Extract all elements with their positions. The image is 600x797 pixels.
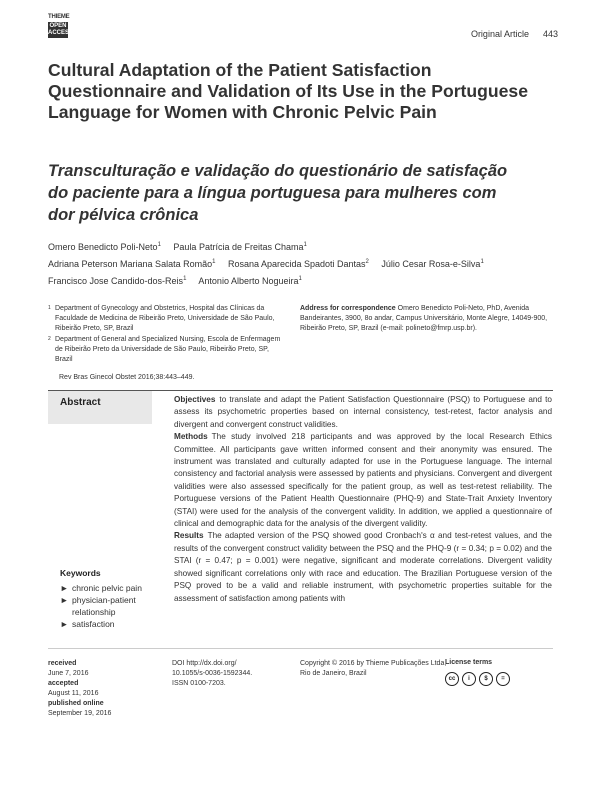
doi-link[interactable]: DOI http://dx.doi.org/	[172, 660, 237, 667]
copyright-notice: Copyright © 2016 by Thieme Publicações Ltda, Rio de Janeiro, Brazil	[300, 660, 447, 677]
author: Adriana Peterson Mariana Salata Romão$^1$	[48, 259, 216, 269]
page-number: 443	[542, 29, 558, 39]
author: Rosana Aparecida Spadoti Dantas$^2$	[227, 259, 369, 269]
abstract-objectives: Objectives to translate and adapt the Patient Satisfaction Questionnaire (PSQ) to Portuguese and to assess its psychometric properties based on internal consistency, test-retest, factor analysis and divergent and convergent construct validities.	[174, 395, 552, 429]
author: Francisco Jose Candido-dos-Reis$^1$	[48, 276, 187, 286]
arrow-bullet-icon: ►	[60, 619, 69, 629]
affiliation-item: 2 Department of General and Specialized Nursing, Escola de Enfermagem de Ribeirão Preto da Universidade de São Paulo, Ribeirão Preto, SP, Brazil	[48, 336, 281, 363]
author: Omero Benedicto Poli-Neto$^1$	[48, 242, 161, 252]
affiliations	[48, 304, 288, 366]
by-icon: i	[462, 672, 476, 686]
nd-icon: =	[496, 672, 510, 686]
keyword-item: ► chronic pelvic pain	[60, 583, 142, 593]
doi-info: DOI http://dx.doi.org/ 10.1055/s-0036-1592344. ISSN 0100-7203.	[172, 659, 292, 689]
logo-open: OPEN	[49, 23, 67, 29]
keyword-item: ► satisfaction	[60, 619, 115, 629]
cc-icon: cc	[445, 672, 459, 686]
footer-divider	[48, 648, 553, 649]
arrow-bullet-icon: ►	[60, 583, 69, 593]
arrow-bullet-icon: ►	[60, 595, 69, 605]
keywords-heading: Keywords	[60, 568, 101, 578]
nc-icon: $	[479, 672, 493, 686]
thieme-open-access-logo	[48, 14, 74, 38]
logo-publisher: THIEME	[48, 14, 70, 20]
license-terms-label: License terms	[445, 659, 493, 666]
correspondence-address	[300, 304, 550, 334]
journal-citation: Rev Bras Ginecol Obstet 2016;38:443–449.	[59, 374, 195, 381]
correspondence-label: Address for correspondence	[300, 305, 396, 312]
abstract-top-rule	[48, 390, 553, 391]
author: Paula Patrícia de Freitas Chama$^1$	[173, 242, 307, 252]
author-list	[48, 238, 558, 289]
correspondence-text: Omero Benedicto Poli-Neto, PhD, Avenida Bandeirantes, 3900, 8o andar, Campus Universitário, Monte Alegre, 14049-900, Ribeirão Preto, SP, Brazil (e-mail: polineto@fmrp.usp.br).	[300, 305, 548, 332]
running-header	[471, 29, 558, 39]
abstract-body	[174, 394, 552, 605]
article-type: Original Article	[470, 29, 529, 39]
keyword-item: ► physician-patient relationship	[60, 595, 136, 617]
keywords-list	[60, 582, 170, 630]
article-title: Cultural Adaptation of the Patient Satisfaction Questionnaire and Validation of Its Use in the Portuguese Language for Women with Chronic Pelvic Pain	[48, 60, 528, 122]
author: Júlio Cesar Rosa-e-Silva$^1$	[381, 259, 484, 269]
abstract-methods: Methods The study involved 218 participants and was approved by the local Research Ethics Committee. All participants gave written informed consent and their anonymity was ensured. The instrument was translated and culturally adapted for use in the Portuguese language. The internal consistency and factorial analysis were assessed by patients and physicians. Convergent and divergent validities were also assessed specifically for the patient group, as well as test-retest reliability. The Portuguese versions of the Patient Health Questionnaire (PHQ-9) and State-Trait Anxiety Inventory (STAI) were used for the analysis of the convergent validity. In addition, we applied a questionnaire of clinical and demographic data for the analysis of the divergent validity.	[174, 432, 552, 529]
logo-access: ACCESS	[48, 30, 74, 36]
author: Antonio Alberto Nogueira$^1$	[198, 276, 302, 286]
article-dates: received June 7, 2016 accepted August 11, 2016 published online September 19, 2016	[48, 660, 112, 717]
affiliation-item: 1 Department of Gynecology and Obstetrics, Hospital das Clínicas da Faculdade de Medicina de Ribeirão Preto, Universidade de São Paulo, Ribeirão Preto, SP, Brazil	[48, 305, 275, 332]
article-subtitle-portuguese: Transculturação e validação do questionário de satisfação do paciente para a língua portuguesa para mulheres com dor pélvica crônica	[48, 162, 508, 224]
abstract-results: Results The adapted version of the PSQ showed good Cronbach's α and test-retest values, and the results of the convergent construct validity between the PSQ and the PHQ-9 (r = 0.34; p = 0.02) and the STAI (r = 0.47; p = 0.001) were negative, significant and moderate correlations. Divergent validity showed significant correlations only with race and education. The Brazilian Portuguese version of the PSQ proved to be a valid and reliable instrument, with psychometric properties suitable for the assessment of satisfaction among patients with	[174, 531, 552, 603]
cc-license-icons[interactable]	[445, 672, 510, 686]
abstract-heading: Abstract	[60, 397, 101, 408]
